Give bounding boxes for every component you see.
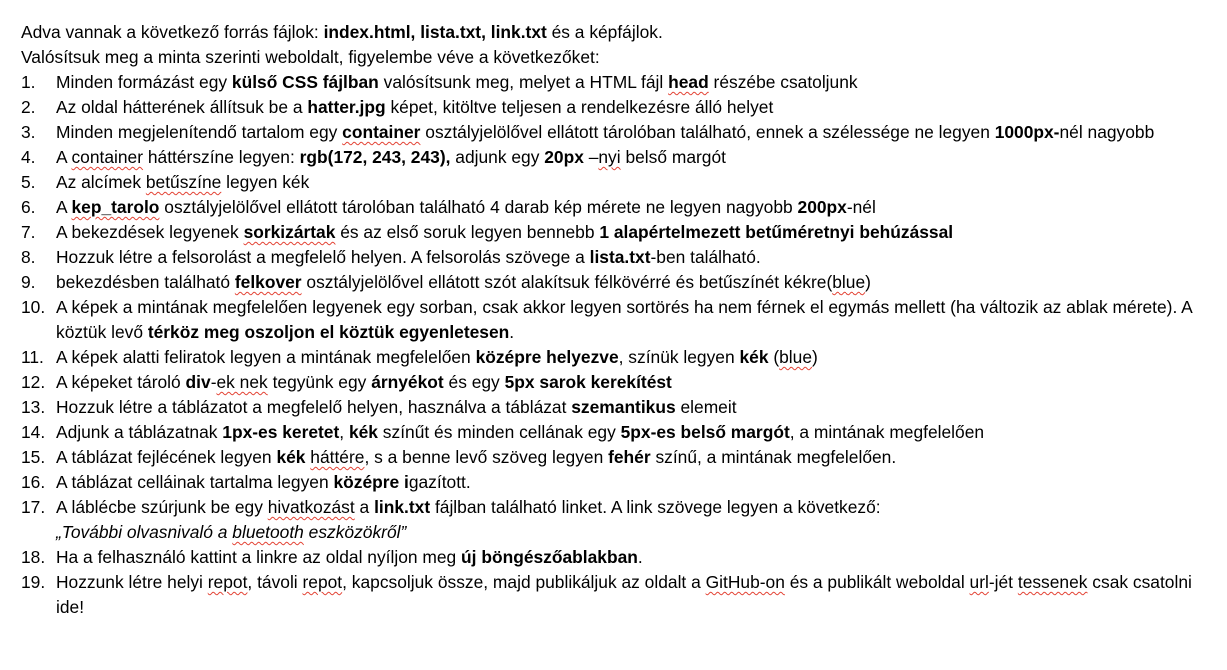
list-item-number: 9. (21, 272, 36, 292)
list-item (21, 470, 1211, 495)
text-run: ek nek (216, 372, 268, 392)
bold-text-run: rgb(172, 243, 243), (299, 147, 451, 167)
list-item (21, 270, 1211, 295)
text-run: Hozzuk létre a felsorolást a megfelelő helyen. A felsorolás szövege a (56, 247, 590, 267)
list-item-text (56, 97, 773, 117)
text-run: ) (865, 272, 871, 292)
list-item-text (56, 572, 1192, 617)
bold-text-run: 1px-es keretet (222, 422, 340, 442)
list-item-text (56, 447, 896, 467)
list-item (21, 120, 1211, 145)
text-run: legyen kék (221, 172, 310, 192)
text-run: -jét (988, 572, 1018, 592)
text-run: képet, kitöltve teljesen a rendelkezésre álló helyet (385, 97, 774, 117)
list-item (21, 70, 1211, 95)
text-run: , távoli (247, 572, 303, 592)
bold-text-run: kék (739, 347, 769, 367)
text-run: belső margót (620, 147, 726, 167)
list-item-text (56, 347, 818, 367)
list-item-number: 14. (21, 422, 46, 442)
text-run: Adjunk a táblázatnak (56, 422, 223, 442)
text-run: osztályjelölővel ellátott tárolóban található, ennek a szélessége ne legyen (420, 122, 995, 142)
text-run: háttére (310, 447, 365, 467)
list-item-text (56, 247, 761, 267)
bold-text-run: 200px (797, 197, 847, 217)
list-item (21, 145, 1211, 170)
text-run: adjunk egy (450, 147, 545, 167)
list-item-number: 2. (21, 97, 36, 117)
bold-text-run: külső CSS fájlban (231, 72, 379, 92)
list-item (21, 95, 1211, 120)
text-run: A képek a mintának megfelelően legyenek egy sorban, csak akkor legyen sortörés ha nem férnek el egymás mellett (ha változik az ablak mérete). A köztük levő (56, 297, 1192, 342)
text-run: a (354, 497, 375, 517)
text-run: – (583, 147, 599, 167)
bold-text-run: felkover (234, 272, 302, 292)
text-run: , s a benne levő szöveg legyen (364, 447, 609, 467)
text-run: tegyünk egy (267, 372, 372, 392)
text-run: A (56, 147, 72, 167)
text-run: Minden megjelenítendő tartalom egy (56, 122, 343, 142)
list-item (21, 170, 1211, 195)
text-run: gazított. (408, 472, 471, 492)
list-item (21, 445, 1211, 470)
bold-text-run: térköz meg oszoljon el köztük egyenletesen (147, 322, 510, 342)
text-run: osztályjelölővel ellátott tárolóban található 4 darab kép mérete ne legyen nagyobb (159, 197, 798, 217)
list-item-number: 16. (21, 472, 46, 492)
list-item-number: 11. (21, 347, 44, 367)
list-item-text (56, 147, 726, 167)
bold-text-run: head (668, 72, 709, 92)
text-run: . (637, 547, 643, 567)
bold-text-run: hatter.jpg (307, 97, 386, 117)
list-item-number: 10. (21, 297, 46, 317)
bold-text-run: link.txt (374, 497, 431, 517)
text-run: repot (207, 572, 248, 592)
assignment-document (21, 20, 1211, 620)
list-item-number: 18. (21, 547, 46, 567)
text-run: . (509, 322, 515, 342)
bold-text-run: új böngészőablakban (461, 547, 638, 567)
text-run: színűt és minden cellának egy (377, 422, 621, 442)
text-run: és az első soruk legyen bennebb (335, 222, 600, 242)
text-run: színű, a mintának megfelelően. (650, 447, 897, 467)
bold-text-run: szemantikus (571, 397, 676, 417)
text-run: ( (768, 347, 780, 367)
list-item-text (56, 122, 1154, 142)
text-run: csak csatolni ide! (56, 572, 1192, 617)
list-item-text (56, 172, 309, 192)
list-item-number: 8. (21, 247, 36, 267)
bold-text-run: középre helyezve (475, 347, 619, 367)
text-run: , (339, 422, 349, 442)
list-item-number: 7. (21, 222, 36, 242)
list-item-text (56, 397, 737, 417)
text-run: -ben található. (650, 247, 761, 267)
list-item (21, 370, 1211, 395)
bold-text-run: sorkizártak (243, 222, 336, 242)
text-run: A képek alatti feliratok legyen a mintának megfelelően (56, 347, 476, 367)
list-item-number: 5. (21, 172, 36, 192)
list-item (21, 220, 1211, 245)
list-item (21, 245, 1211, 270)
intro-line-2 (21, 45, 1211, 70)
text-run: elemeit (675, 397, 737, 417)
bold-text-run: div (185, 372, 211, 392)
bold-text-run: container (342, 122, 421, 142)
text-run: Adva vannak a következő forrás fájlok: (21, 22, 324, 42)
text-run: A (56, 197, 72, 217)
text-run: A bekezdések legyenek (56, 222, 244, 242)
list-item-number: 19. (21, 572, 46, 592)
text-run: Ha a felhasználó kattint a linkre az oldal nyíljon meg (56, 547, 462, 567)
text-run: nyi (598, 147, 621, 167)
text-run: fájlban található linket. A link szövege legyen a következő: (430, 497, 881, 517)
list-item-number: 12. (21, 372, 46, 392)
text-run: A képeket tároló (56, 372, 186, 392)
list-item-number: 13. (21, 397, 46, 417)
italic-text-run: bluetooth (232, 522, 304, 542)
text-run: és a képfájlok. (546, 22, 663, 42)
text-run: A táblázat celláinak tartalma legyen (56, 472, 334, 492)
text-run: Hozzuk létre a táblázatot a megfelelő helyen, használva a táblázat (56, 397, 572, 417)
text-run: Az oldal hátterének állítsuk be a (56, 97, 308, 117)
text-run: és a publikált weboldal (784, 572, 970, 592)
bold-text-run: kep_tarolo (71, 197, 160, 217)
text-run: , kapcsoljuk össze, majd publikáljuk az oldalt a (342, 572, 706, 592)
list-item-number: 17. (21, 497, 46, 517)
text-run: repot (302, 572, 343, 592)
text-run: betűszíne (145, 172, 222, 192)
intro-line-1 (21, 20, 1211, 45)
bold-text-run: középre i (333, 472, 409, 492)
list-item (21, 495, 1211, 545)
list-item (21, 570, 1211, 620)
text-run: , a mintának megfelelően (789, 422, 985, 442)
text-run: Valósítsuk meg a minta szerinti weboldalt, figyelembe véve a következőket: (21, 47, 600, 67)
text-run: Minden formázást egy (56, 72, 232, 92)
text-run: és egy (443, 372, 505, 392)
list-item-text (56, 297, 1192, 342)
requirements-list (21, 70, 1211, 620)
list-item (21, 545, 1211, 570)
text-run: tessenek (1017, 572, 1088, 592)
list-item-number: 15. (21, 447, 46, 467)
bold-text-run: 5px-es belső margót (620, 422, 790, 442)
bold-text-run: 1000px- (994, 122, 1060, 142)
bold-text-run: 1 alapértelmezett betűméretnyi behúzással (599, 222, 954, 242)
text-run: Az alcímek (56, 172, 146, 192)
text-run: részébe csatoljunk (708, 72, 858, 92)
text-run: - (210, 372, 217, 392)
list-item (21, 420, 1211, 445)
text-run: , színük legyen (618, 347, 740, 367)
text-run: A láblécbe szúrjunk be egy (56, 497, 268, 517)
text-run: hivatkozást (267, 497, 355, 517)
list-item (21, 345, 1211, 370)
text-run: A táblázat fejlécének legyen (56, 447, 277, 467)
bold-text-run: 20px (544, 147, 584, 167)
list-item-number: 4. (21, 147, 36, 167)
list-item-text (56, 472, 471, 492)
text-run: valósítsunk meg, melyet a HTML fájl (378, 72, 669, 92)
bold-text-run: index.html, lista.txt, link.txt (323, 22, 547, 42)
list-item-text (56, 72, 858, 92)
list-item (21, 195, 1211, 220)
list-item-text (56, 497, 881, 542)
text-run: blue (779, 347, 813, 367)
bold-text-run: árnyékot (371, 372, 444, 392)
text-run: blue (832, 272, 866, 292)
bold-text-run: lista.txt (589, 247, 651, 267)
list-item-number: 1. (21, 72, 36, 92)
bold-text-run: kék (348, 422, 378, 442)
list-item-text (56, 197, 876, 217)
text-run: GitHub-on (705, 572, 785, 592)
list-item (21, 395, 1211, 420)
list-item-text (56, 272, 871, 292)
bold-text-run: fehér (608, 447, 651, 467)
text-run: container (71, 147, 144, 167)
text-run: url (969, 572, 989, 592)
list-item-text (56, 547, 643, 567)
text-run: háttérszíne legyen: (143, 147, 300, 167)
list-item (21, 295, 1211, 345)
text-run: nél nagyobb (1059, 122, 1155, 142)
bold-text-run: 5px sarok kerekítést (504, 372, 672, 392)
text-run: Hozzunk létre helyi (56, 572, 208, 592)
italic-text-run: eszközökről” (303, 522, 407, 542)
list-item-text (56, 422, 984, 442)
list-item-number: 6. (21, 197, 36, 217)
italic-text-run: „További olvasnivaló a (56, 522, 233, 542)
text-run: -nél (846, 197, 876, 217)
list-item-number: 3. (21, 122, 36, 142)
text-run: ) (812, 347, 818, 367)
text-run: bekezdésben található (56, 272, 235, 292)
text-run: osztályjelölővel ellátott szót alakítsuk félkövérré és betűszínét kékre( (301, 272, 833, 292)
list-item-text (56, 372, 672, 392)
bold-text-run: kék (276, 447, 306, 467)
list-item-text (56, 222, 953, 242)
